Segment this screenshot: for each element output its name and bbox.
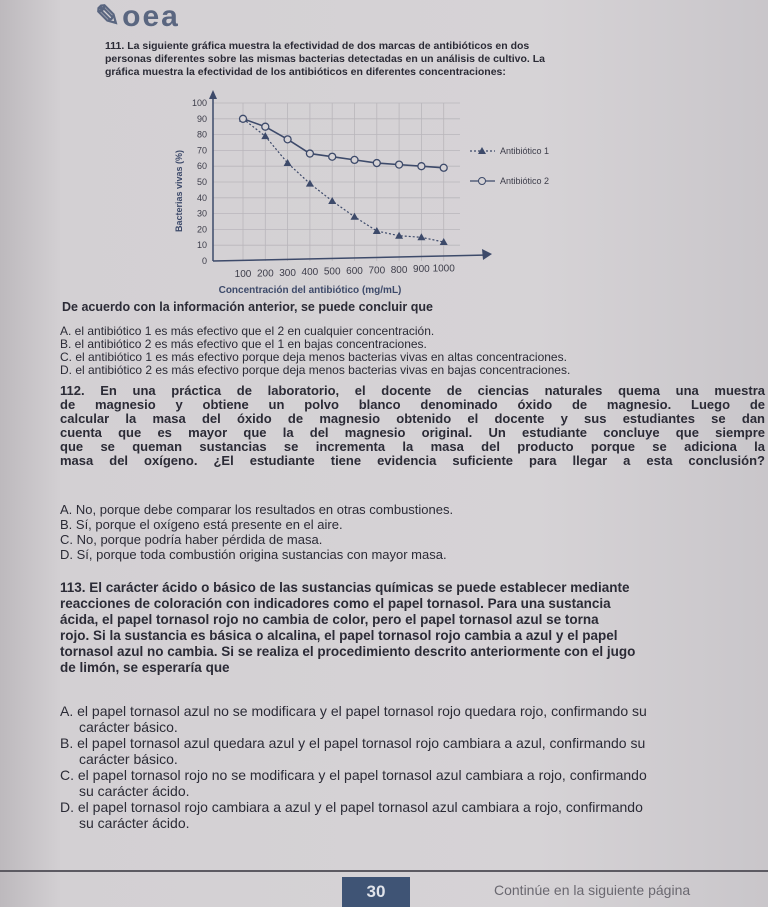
x-tick-label: 400 [301,267,319,279]
legend-label: Antibiótico 2 [500,176,550,186]
option-a[interactable]: A. No, porque debe comparar los resultados en otras combustiones. [60,502,454,517]
data-point-antibiotico-2 [284,136,291,143]
text-line: que se queman sustancias se incrementa la masa del producto porque se adiciona la [60,439,765,454]
question-113-options [60,703,768,831]
option-c[interactable]: C. No, porque podría haber pérdida de masa. [60,532,323,547]
footer-divider [0,870,768,872]
antibiotic-chart [170,85,590,297]
data-point-antibiotico-2 [306,150,313,157]
option-d[interactable]: D. el antibiótico 2 es más efectivo porque deja menos bacterias vivas en bajas concentraciones. [60,363,571,377]
data-point-antibiotico-1 [395,232,403,239]
data-point-antibiotico-2 [240,115,247,122]
x-tick-label: 200 [256,268,274,280]
text-line: ácida, el papel tornasol rojo no cambia de color, pero el papel tornasol azul se torna [60,612,599,627]
question-111-lead: De acuerdo con la información anterior, se puede concluir que [62,300,433,314]
y-axis-arrow [209,90,217,99]
x-axis [213,255,488,261]
y-tick-label: 30 [196,208,207,219]
data-point-antibiotico-1 [261,132,269,139]
series-line-2 [243,119,444,168]
x-tick-label: 600 [346,266,363,277]
x-tick-label: 500 [323,266,341,278]
x-tick-label: 800 [390,264,408,276]
question-113-text [60,580,768,676]
x-tick-label: 1000 [432,263,455,275]
text-line: 113. El carácter ácido o básico de las sustancias químicas se puede establecer mediante [60,580,630,595]
option-text: A. el papel tornasol azul no se modificara y el papel tornasol rojo quedara rojo, confirmando su [60,703,647,719]
option-text: su carácter ácido. [79,815,190,831]
x-tick-label: 700 [368,265,386,277]
data-point-antibiotico-2 [418,163,425,170]
x-axis-arrow [482,249,492,260]
text-line: 111. La siguiente gráfica muestra la efectividad de dos marcas de antibióticos en dos [105,40,530,52]
x-axis-label: Concentración del antibiótico (mg/mL) [218,285,402,296]
x-tick-label: 300 [279,267,296,279]
data-point-antibiotico-2 [396,161,403,168]
text-line: de magnesio y obtiene un polvo blanco denominado óxido de magnesio. Luego de [60,397,765,412]
logo-text: oea [122,0,180,33]
question-111-options [60,325,570,377]
page-number: 30 [342,877,410,907]
data-point-antibiotico-2 [440,164,447,171]
option-c[interactable]: C. el antibiótico 1 es más efectivo porque deja menos bacterias vivas en altas concentraciones. [60,350,567,364]
continue-label: Continúe en la siguiente página [494,882,691,898]
x-tick-label: 900 [413,264,430,276]
y-tick-label: 80 [196,129,207,140]
option-a[interactable]: A. el antibiótico 1 es más efectivo que el 2 en cualquier concentración. [60,324,435,338]
data-point-antibiotico-2 [262,123,269,130]
option-d[interactable]: D. Sí, porque toda combustión origina sustancias con mayor masa. [60,547,447,562]
text-line: de limón, se esperaría que [60,660,230,675]
text-line: 112. En una práctica de laboratorio, el docente de ciencias naturales quema una muestra [60,383,765,398]
series-line-1 [243,119,444,242]
option-b[interactable]: B. el antibiótico 2 es más efectivo que el 1 en bajas concentraciones. [60,337,427,351]
text-line: masa del oxígeno. ¿El estudiante tiene evidencia suficiente para llegar a esta conclusión? [60,453,765,468]
y-tick-label: 40 [196,192,207,203]
data-point-antibiotico-2 [329,153,336,160]
y-tick-label: 10 [196,240,207,251]
oea-logo: ✎oea [95,0,180,33]
option-text: D. el papel tornasol rojo cambiara a azul y el papel tornasol azul cambiara a rojo, confirmando [60,799,643,815]
option-b[interactable]: B. Sí, porque el oxígeno está presente en el aire. [60,517,343,532]
data-point-antibiotico-1 [284,159,292,166]
option-text: carácter básico. [79,719,178,735]
legend-label: Antibiótico 1 [500,146,550,156]
data-point-antibiotico-2 [373,160,380,167]
text-line: rojo. Si la sustancia es básica o alcalina, el papel tornasol rojo cambia a azul y el papel [60,628,618,643]
x-tick-label: 100 [234,269,252,280]
y-tick-label: 20 [196,224,207,235]
data-point-antibiotico-2 [351,156,358,163]
y-tick-label: 90 [196,113,207,124]
text-line: personas diferentes sobre las mismas bacterias detectadas en un análisis de cultivo. La [105,53,546,65]
text-line: gráfica muestra la efectividad de los antibióticos en diferentes concentraciones: [105,66,506,78]
y-tick-label: 60 [196,161,207,172]
option-text: carácter básico. [79,751,178,767]
question-112-options [60,502,453,562]
option-text: su carácter ácido. [79,783,190,799]
option-text: C. el papel tornasol rojo no se modificara y el papel tornasol azul cambiara a rojo, confirmando [60,767,647,783]
text-line: calcular la masa del óxido de magnesio obtenido el docente y sus estudiantes se dan [60,411,765,426]
option-b[interactable] [60,735,768,767]
option-text: B. el papel tornasol azul quedara azul y el papel tornasol rojo cambiara a azul, confirmando su [60,735,646,751]
option-c[interactable] [60,767,768,799]
y-tick-label: 0 [201,256,207,266]
legend-marker-circle [479,178,486,185]
text-line: tornasol azul no cambia. Si se realiza el procedimiento descrito anteriormente con el jugo [60,644,636,659]
text-line: reacciones de coloración con indicadores como el papel tornasol. Para una sustancia [60,596,611,611]
y-tick-label: 70 [196,145,207,156]
data-point-antibiotico-1 [373,227,381,234]
y-tick-label: 50 [196,177,207,187]
question-112-text [60,384,765,468]
y-axis-label: Bacterias vivas (%) [174,149,184,233]
y-tick-label: 100 [191,98,207,108]
question-111-text [105,40,745,79]
text-line: cuenta que es mayor que la del magnesio original. Un estudiante concluye que siempre [60,425,765,440]
option-d[interactable] [60,799,768,831]
option-a[interactable] [60,703,768,735]
